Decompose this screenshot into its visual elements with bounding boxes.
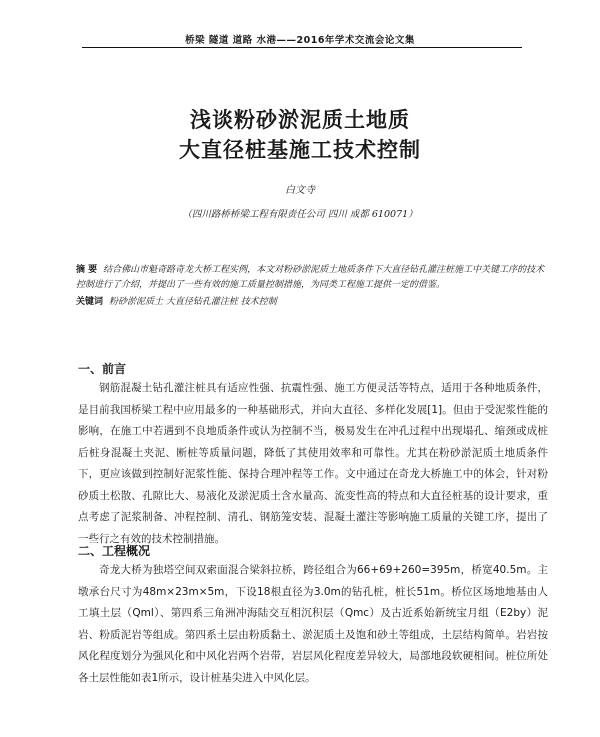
keywords-label: 关键词 — [76, 297, 104, 307]
abstract-text: 结合佛山市魁奇路奇龙大桥工程实例，本文对粉砂淤泥质土地质条件下大直径钻孔灌注桩施工中关键工序的技术控制进行了介绍，并提出了一些有效的施工质量控制措施，为同类工程施工提供一定的借鉴。 — [76, 265, 545, 290]
header-divider — [82, 47, 522, 48]
keywords — [76, 294, 546, 307]
abstract-label: 摘 要 — [76, 265, 98, 275]
section-heading-project-overview: 二、工程概况 — [78, 544, 151, 558]
author-name: 白文寺 — [285, 185, 315, 196]
paper-title-line-2: 大直径桩基施工技术控制 — [179, 138, 421, 162]
section-heading-introduction: 一、前言 — [78, 362, 127, 376]
keywords-text: 粉砂淤泥质土 大直径钻孔灌注桩 技术控制 — [109, 297, 277, 307]
author-affiliation: （四川路桥桥梁工程有限责任公司 四川 成都 610071） — [182, 209, 418, 220]
running-header: 桥梁 隧道 道路 水港——2016年学术交流会论文集 — [185, 35, 415, 46]
section-paragraph-project-overview: 奇龙大桥为独塔空间双索面混合梁斜拉桥，跨径组合为66+69+260=395m，桥宽40.5m。主墩承台尺寸为48m×23m×5m，下设18根直径为3.0m的钻孔桩，桩长51m。桥位区场地地基由人工填土层（Qml）、第四系三角洲冲海陆交互相沉积层（Qmc）及古近系始新统宝月组（E2by）泥岩、粉质泥岩等组成。第四系土层由粉质黏土、淤泥质土及饱和砂土等组成，土层结构简单。岩岩按风化程度划分为强风化和中风化岩两个岩带，岩层风化程度差异较大，局部地段软硬相间。桩位所处各土层性能如表1所示，设计桩基尖进入中风化层。 — [78, 564, 548, 684]
abstract — [76, 263, 546, 293]
paper-title-line-1: 浅谈粉砂淤泥质土地质 — [190, 108, 410, 132]
section-paragraph-introduction: 钢筋混凝土钻孔灌注桩具有适应性强、抗震性强、施工方便灵活等特点，适用于各种地质条件，是目前我国桥梁工程中应用最多的一种基础形式，并向大直径、多样化发展[1]。但由于受泥浆性能的影响，在施工中若遇到不良地质条件或认为控制不当，极易发生在冲孔过程中出现塌孔、缩颈或成桩后桩身混凝土夹泥、断桩等质量问题，降低了其使用效率和可靠性。尤其在粉砂淤泥质土地质条件下，更应该做到控制好泥浆性能、保持合理冲程等工作。文中通过在奇龙大桥施工中的体会，针对粉砂质土松散、孔隙比大、易液化及淤泥质土含水量高、流变性高的特点和大直径桩基的设计要求，重点考虑了泥浆制备、冲程控制、清孔、钢筋笼安装、混凝土灌注等影响施工质量的关键工序，提出了一些行之有效的技术控制措施。 — [78, 382, 548, 545]
